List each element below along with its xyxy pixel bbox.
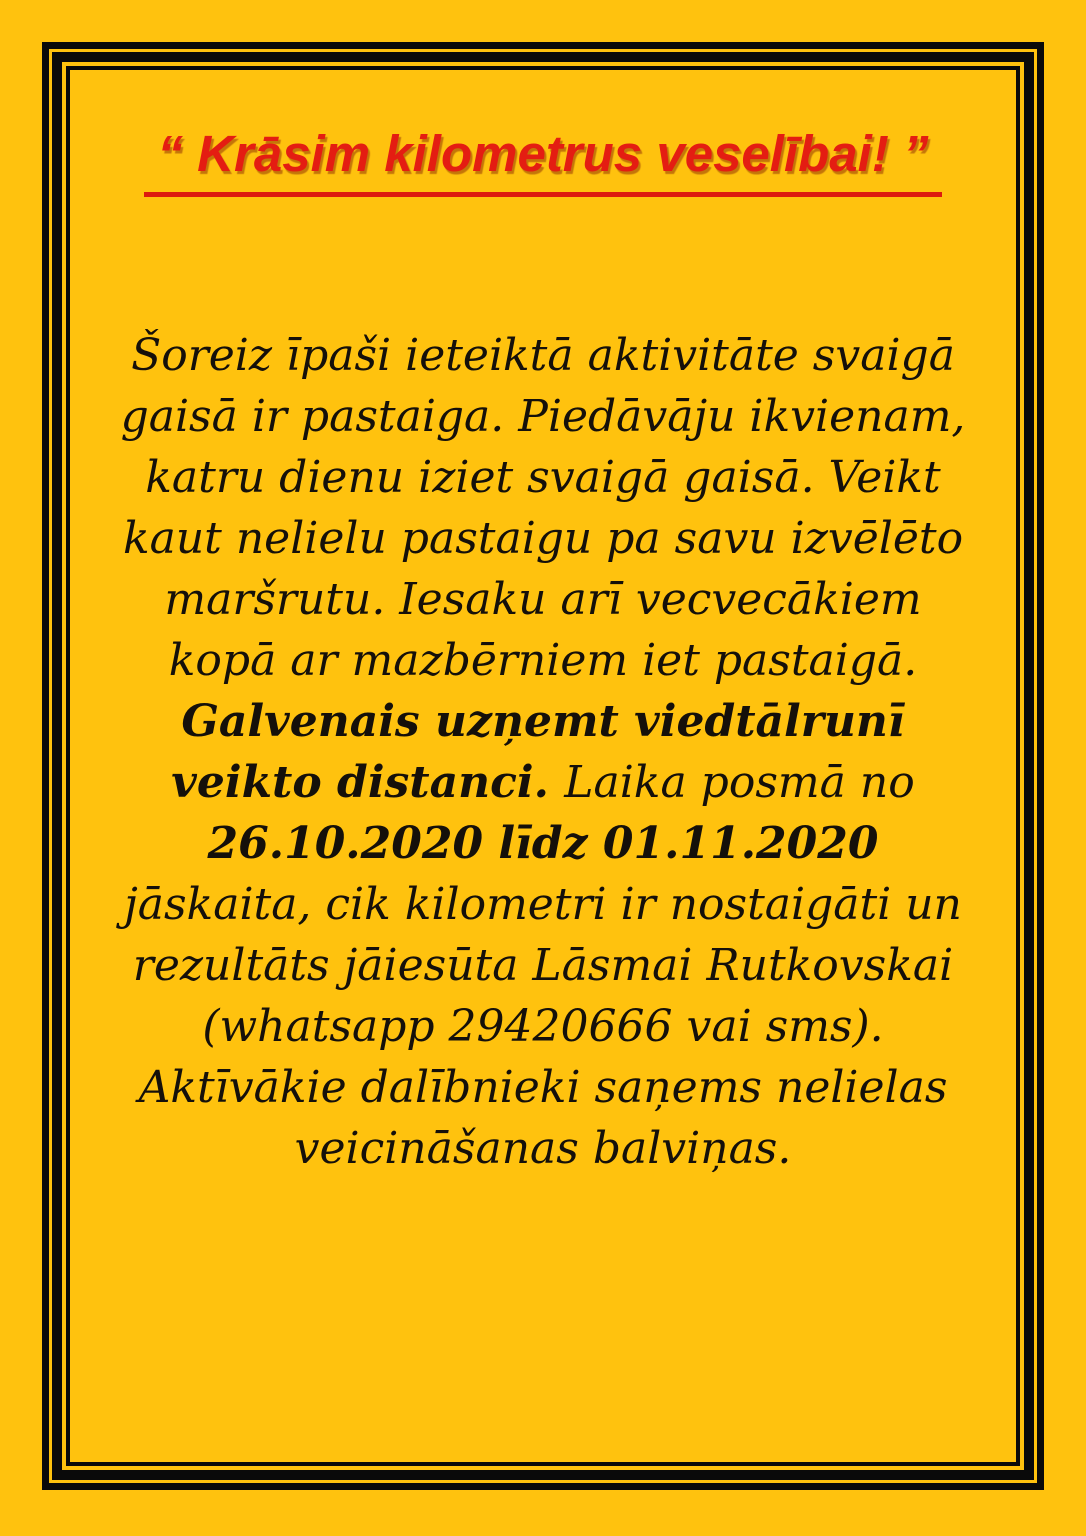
poster-title: “ Krāsim kilometrus veselībai! ” <box>144 126 943 197</box>
poster-body: Šoreiz īpaši ieteiktā aktivitāte svaigā gaisā ir pastaiga. Piedāvāju ikvienam, katru dienu iziet svaigā gaisā. Veikt kaut nelielu pastaigu pa savu izvēlēto maršrutu. Iesaku arī vecvecākiem kopā ar mazbērniem iet pastaigā. Galvenais uzņemt viedtālrunī veikto distanci. Laika posmā no 26.10.2020 līdz 01.11.2020 jāskaita, cik kilometri ir nostaigāti un rezultāts jāiesūta Lāsmai Rutkovskai (whatsapp 29420666 vai sms). Aktīvākie dalībnieki saņems nelielas veicināšanas balviņas. <box>120 330 966 1175</box>
